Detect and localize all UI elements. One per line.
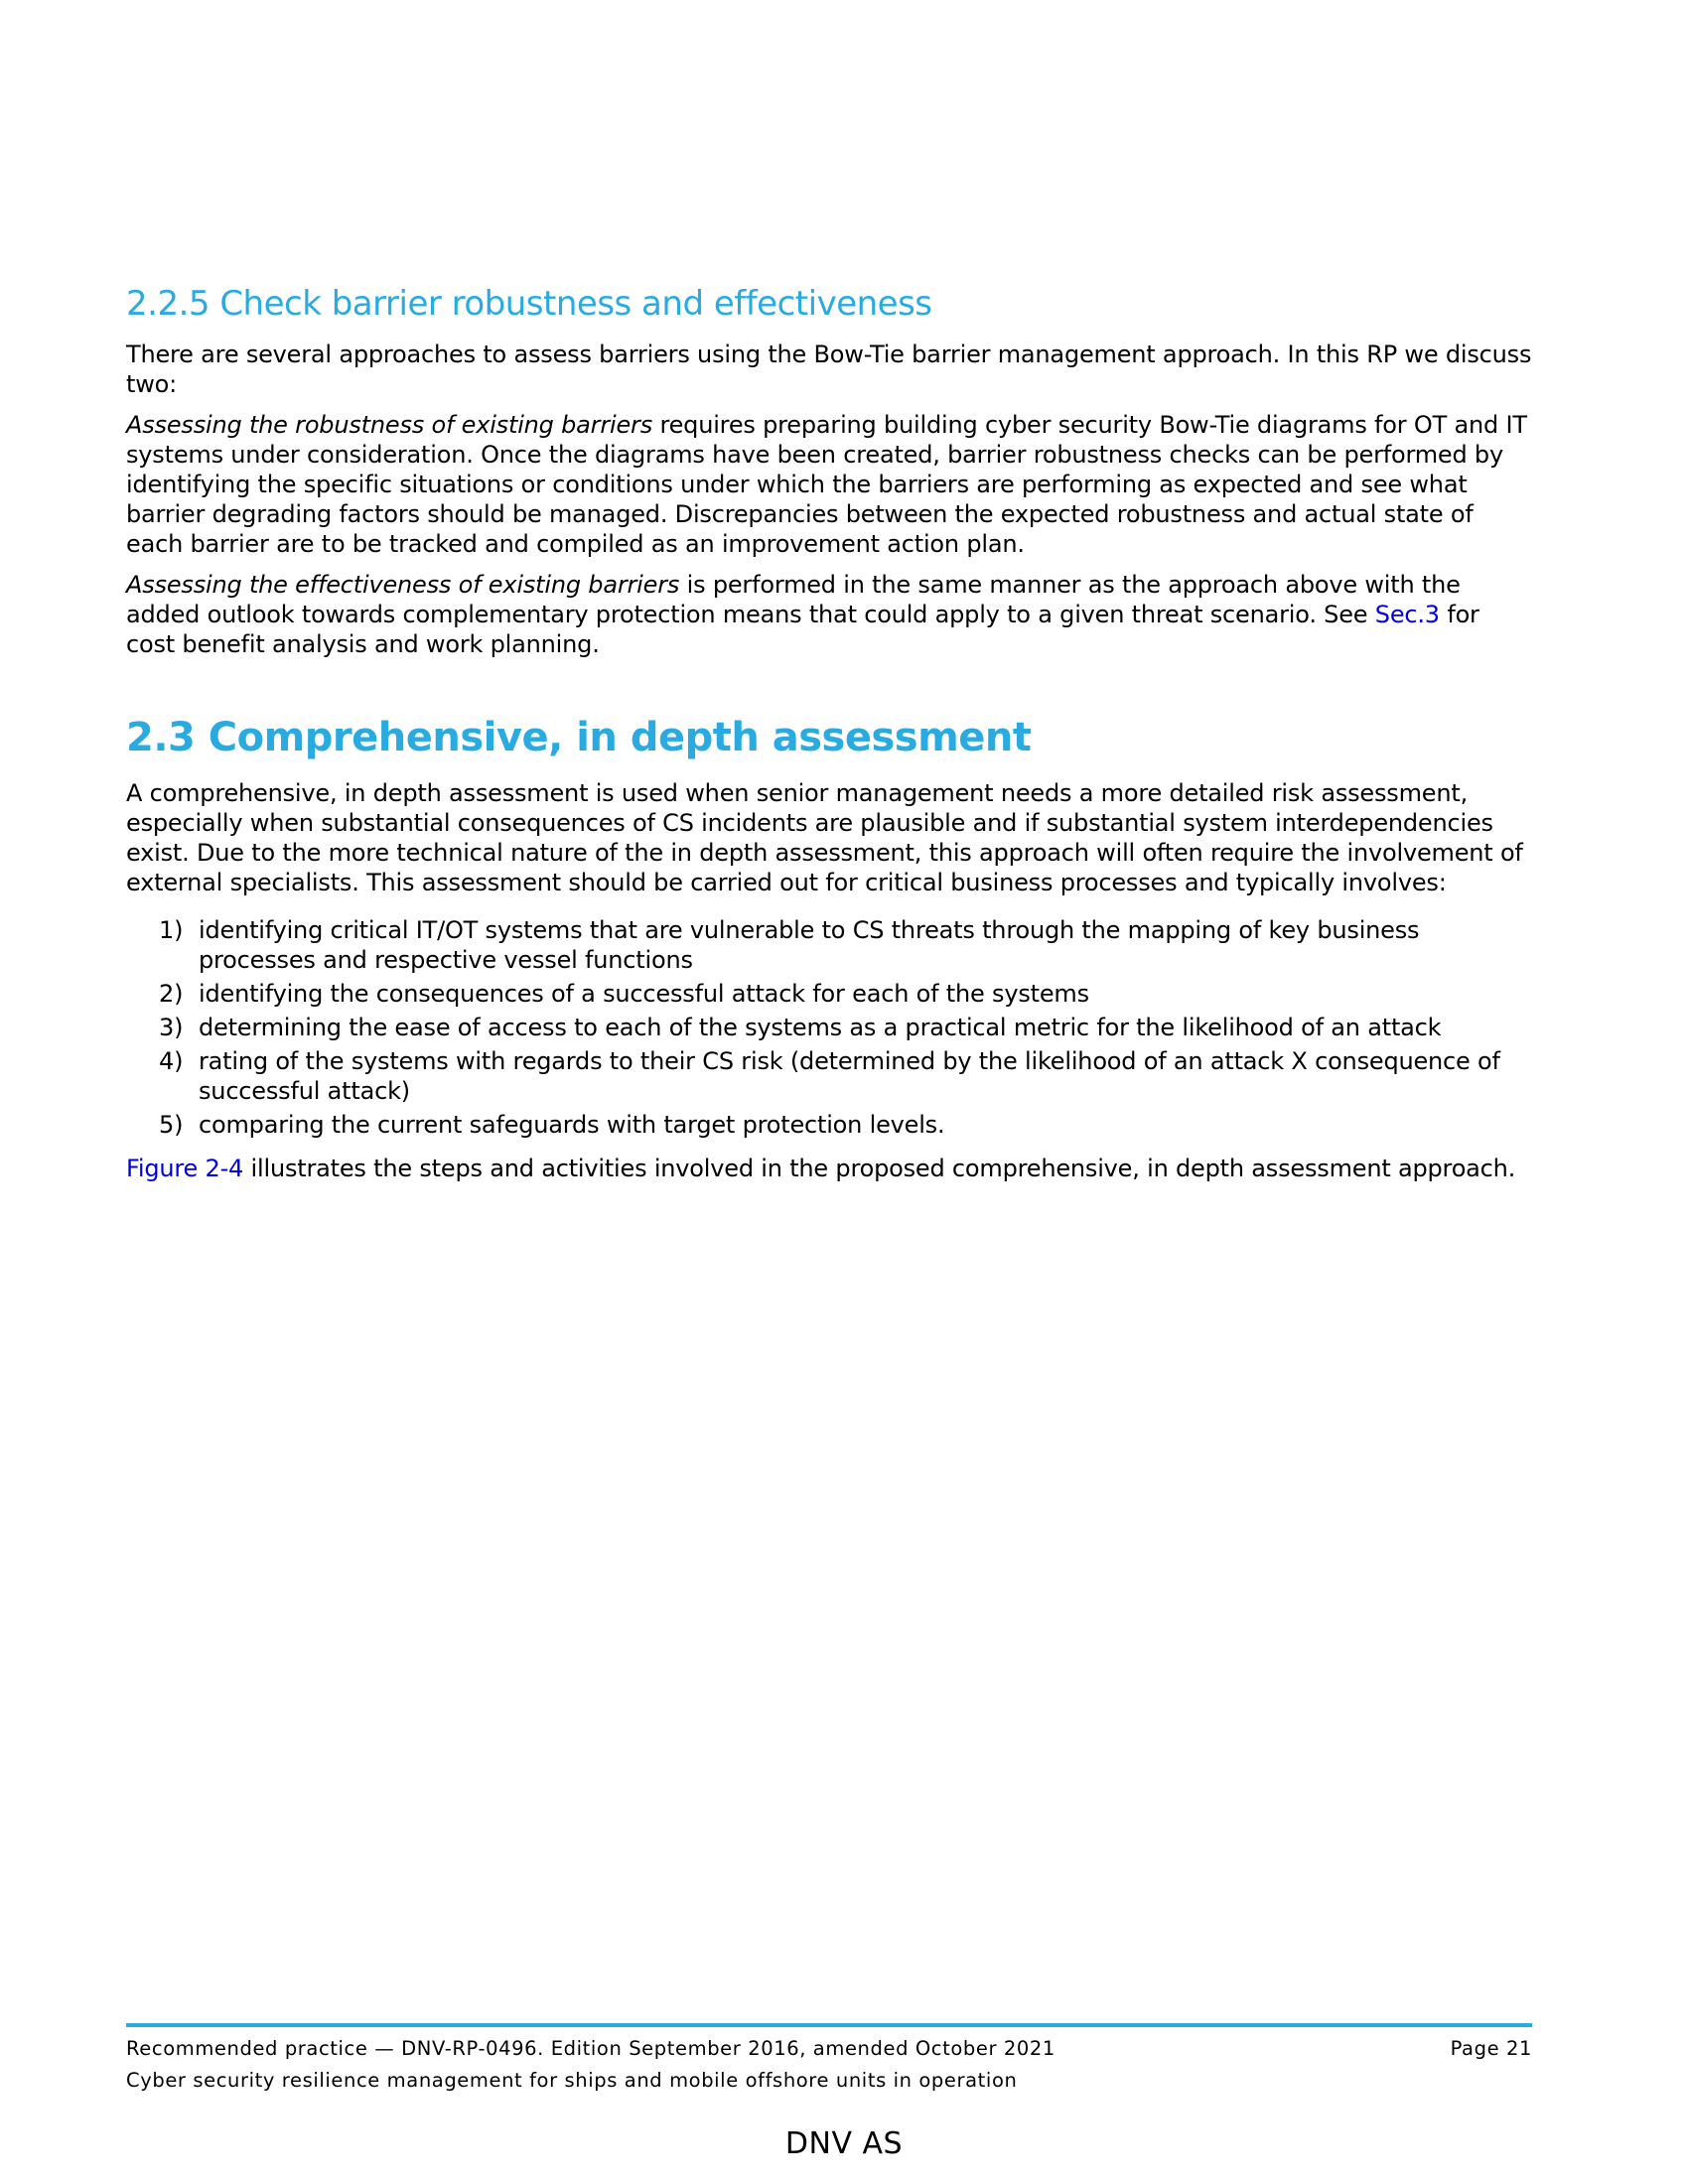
section-2-3-heading: 2.3 Comprehensive, in depth assessment <box>126 715 1032 760</box>
effectiveness-paragraph-end: for cost benefit analysis and work planning. <box>126 601 1479 658</box>
footer-row <box>126 2037 1532 2060</box>
robustness-italic-lead: Assessing the robustness of existing barriers <box>126 411 653 439</box>
list-item-number: 1) <box>159 916 184 944</box>
section-2-2-5-heading: 2.2.5 Check barrier robustness and effectiveness <box>126 284 932 324</box>
list-item-number: 2) <box>159 980 184 1008</box>
list-item <box>126 1013 1532 1042</box>
robustness-paragraph <box>126 410 1532 559</box>
footer-page-number: Page 21 <box>1450 2037 1532 2060</box>
footer-divider-rule <box>126 2023 1532 2027</box>
robustness-paragraph-text: requires preparing building cyber security Bow-Tie diagrams for OT and IT systems under consideration. Once the diagrams have been created, barrier robustness checks can be performed by identifying the specific situations or conditions under which the barriers are performing as expected and see what barrier degrading factors should be managed. Discrepancies between the expected robustness and actual state of each barrier are to be tracked and compiled as an improvement action plan. <box>126 411 1527 558</box>
assessment-steps-list <box>126 915 1532 1140</box>
list-item <box>126 915 1532 975</box>
list-item-text: identifying the consequences of a successful attack for each of the systems <box>199 980 1089 1008</box>
effectiveness-italic-lead: Assessing the effectiveness of existing barriers <box>126 571 680 599</box>
figure-reference-paragraph <box>126 1154 1532 1183</box>
publisher-name: DNV AS <box>784 2126 904 2161</box>
list-item <box>126 1046 1532 1106</box>
footer-document-subtitle: Cyber security resilience management for ships and mobile offshore units in operation <box>126 2069 1018 2092</box>
section-2-3-intro-paragraph: A comprehensive, in depth assessment is used when senior management needs a more detailed risk assessment, especially when substantial consequences of CS incidents are plausible and if substantial system interdependencies exist. Due to the more technical nature of the in depth assessment, this approach will often require the involvement of external specialists. This assessment should be carried out for critical business processes and typically involves: <box>126 779 1523 896</box>
list-item-number: 3) <box>159 1014 184 1041</box>
list-item-text: comparing the current safeguards with target protection levels. <box>199 1111 945 1139</box>
list-item-text: determining the ease of access to each of the systems as a practical metric for the likelihood of an attack <box>199 1014 1442 1041</box>
section-2-2-5-intro-paragraph: There are several approaches to assess barriers using the Bow-Tie barrier management approach. In this RP we discuss two: <box>126 341 1532 398</box>
list-item <box>126 979 1532 1009</box>
footer-document-title: Recommended practice — DNV-RP-0496. Edition September 2016, amended October 2021 <box>126 2037 1055 2060</box>
sec3-link[interactable]: Sec.3 <box>1374 601 1440 628</box>
list-item-text: identifying critical IT/OT systems that are vulnerable to CS threats through the mapping of key business processes and respective vessel functions <box>199 916 1420 974</box>
figure-reference-text: illustrates the steps and activities involved in the proposed comprehensive, in depth assessment approach. <box>243 1155 1516 1182</box>
effectiveness-paragraph <box>126 570 1532 659</box>
list-item <box>126 1110 1532 1140</box>
effectiveness-paragraph-text: is performed in the same manner as the approach above with the added outlook towards complementary protection means that could apply to a given threat scenario. See <box>126 571 1461 628</box>
list-item-number: 4) <box>159 1047 184 1075</box>
figure-2-4-link[interactable]: Figure 2-4 <box>126 1155 244 1182</box>
list-item-number: 5) <box>159 1111 184 1139</box>
list-item-text: rating of the systems with regards to their CS risk (determined by the likelihood of an attack X consequence of successful attack) <box>199 1047 1500 1105</box>
page-content <box>126 284 1532 1194</box>
